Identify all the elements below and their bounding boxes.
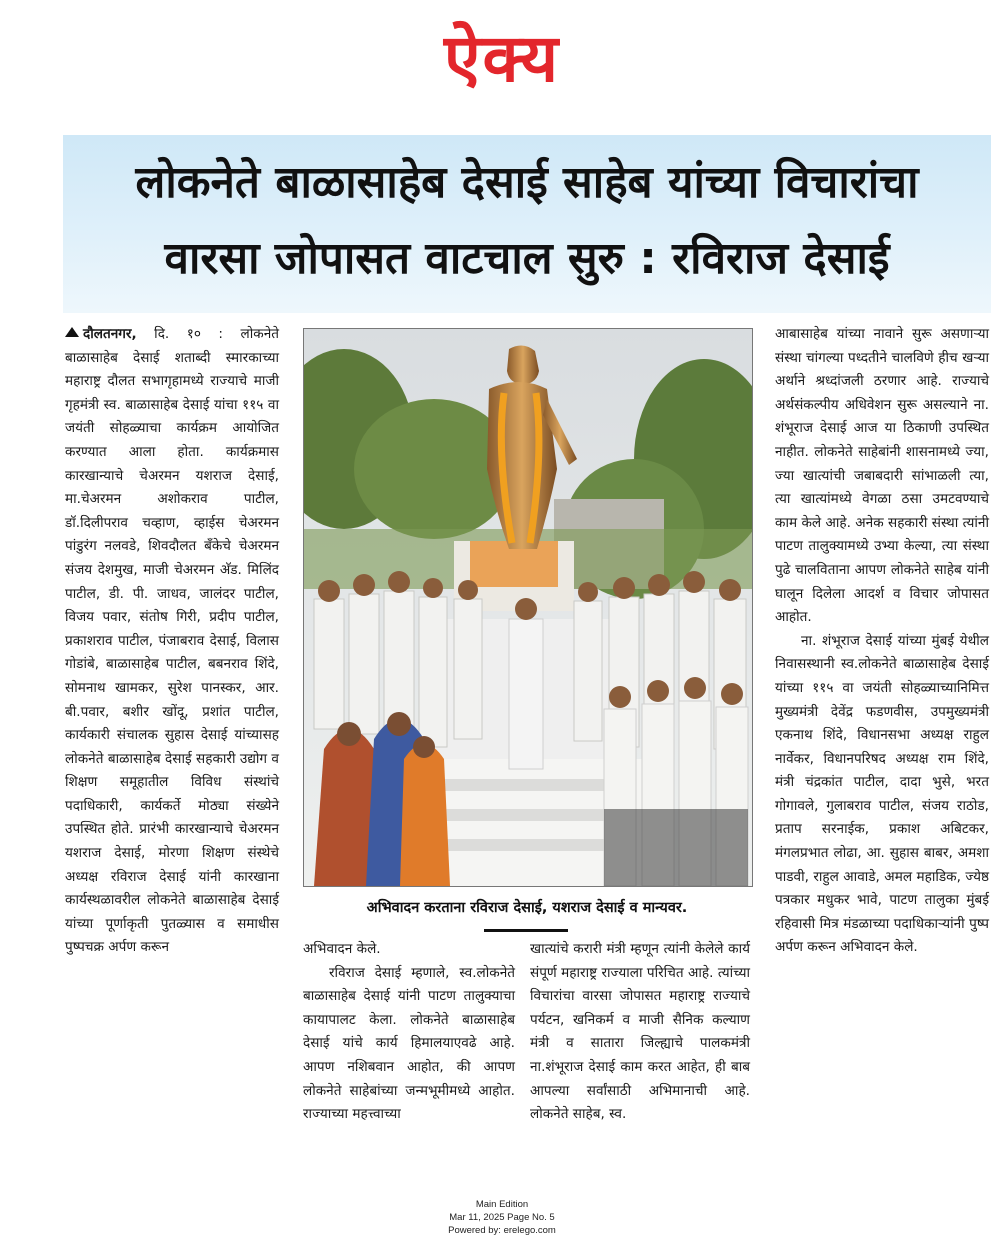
headline-line-2: वारसा जोपासत वाटचाल सुरु : रविराज देसाई	[164, 233, 890, 284]
date-page-label: Mar 11, 2025 Page No. 5	[449, 1212, 555, 1223]
page-footer	[0, 1198, 1004, 1237]
column-2-text: रविराज देसाई म्हणाले, स्व.लोकनेते बाळासाहेब देसाई यांनी पाटण तालुक्याचा कायापालट केला. लोकनेते बाळासाहेब देसाई यांचे कार्य हिमालयाएवढे आहे. आपण नशिबवान आहोत, की आपण लोकनेते साहेबांच्या जन्मभूमीमध्ये आहोत. राज्याच्या महत्त्वाच्या	[303, 964, 515, 1123]
photo-caption: अभिवादन करताना रविराज देसाई, यशराज देसाई व मान्यवर.	[366, 900, 688, 916]
article-column-3	[530, 938, 750, 1127]
column-1-text: दि. १० : लोकनेते बाळासाहेब देसाई शताब्दी स्मारकाच्या महाराष्ट्र दौलत सभागृहामध्ये राज्याचे माजी गृहमंत्री स्व. बाळासाहेब देसाई यांचा ११५ वा जयंती सोहळ्याचा कार्यक्रम आयोजित करण्यात आला होता. कार्यक्रमास कारखान्याचे चेअरमन यशराज देसाई, मा.चेअरमन अशोकराव पाटील, डॉ.दिलीपराव चव्हाण, व्हाईस चेअरमन पांडुरंग नलवडे, शिवदौलत बँकेचे चेअरमन संजय देशमुख, माजी चेअरमन अ‍ॅड. मिलिंद पाटील, डी. पी. जाधव, जालंदर पाटील, विजय पवार, संतोष गिरी, प्रदीप पाटील, प्रकाशराव पाटील, पंजाबराव देसाई, विलास गोडांबे, बाळासाहेब पाटील, बबनराव शिंदे, सोमनाथ खामकर, सुरेश पानस्कर, आर. बी.पवार, बशीर खोंदू, प्रशांत पाटील, कार्यकारी संचालक सुहास देसाई यांच्यासह लोकनेते बाळासाहेब देसाई सहकारी उद्योग व शिक्षण समूहातील विविध संस्थांचे पदाधिकारी, कार्यकर्ते मोठ्या संख्येने उपस्थित होते. प्रारंभी कारखान्याचे चेअरमन यशराज देसाई, मोरणा शिक्षण संस्थेचे अध्यक्ष रविराज देसाई यांनी कारखाना कार्यस्थळावरील लोकनेते बाळासाहेब देसाई यांच्या पूर्णाकृती पुतळ्यास व समाधीस पुष्पचक्र अर्पण करून	[65, 326, 279, 956]
dateline: दौलतनगर,	[83, 326, 137, 342]
article-column-1	[65, 323, 279, 960]
dateline-triangle-icon	[65, 327, 79, 337]
statue-ceremony-photo	[304, 329, 752, 886]
column-4-text-a: आबासाहेब यांच्या नावाने सुरू असणाऱ्या संस्था चांगल्या पध्दतीने चालविणे हीच खऱ्या अर्थाने श्रध्दांजली ठरणार आहे. राज्याचे अर्थसंकल्पीय अधिवेशन सुरू असल्याने ना. शंभूराज देसाई आज या ठिकाणी उपस्थित नाहीत. लोकनेते साहेबांनी शासनामध्ये ज्या, ज्या खात्यांची जबाबदारी सांभाळली त्या, त्या खात्यांमध्ये वेगळा ठसा उमटवण्याचे काम केले आहे. अनेक सहकारी संस्था त्यांनी पाटण तालुक्यामध्ये उभ्या केल्या, त्या संस्था पुढे चालविताना आपण लोकनेते साहेब यांनी घालून दिलेला आदर्श व विचार जोपासत आहोत.	[775, 326, 989, 626]
caption-divider	[484, 929, 568, 932]
article-column-2	[303, 938, 515, 1127]
article-column-4	[775, 323, 989, 960]
newspaper-logo: ऐक्य	[443, 19, 561, 97]
column-3-text: खात्यांचे करारी मंत्री म्हणून त्यांनी केलेले कार्य संपूर्ण महाराष्ट्र राज्याला परिचित आहे. त्यांच्या विचारांचा वारसा जोपासत महाराष्ट्र राज्याचे पर्यटन, खनिकर्म व माजी सैनिक कल्याण मंत्री व सातारा जिल्ह्याचे पालकमंत्री ना.शंभूराज देसाई काम करत आहेत, ही बाब आपल्या सर्वांसाठी अभिमानाची आहे. लोकनेते साहेब, स्व.	[530, 941, 750, 1123]
column-2-opening: अभिवादन केले.	[303, 941, 381, 957]
powered-by-link[interactable]: Powered by: erelego.com	[448, 1225, 556, 1236]
edition-label: Main Edition	[475, 1199, 529, 1210]
article-photo	[303, 328, 753, 887]
masthead	[0, 6, 1004, 110]
column-4-text-b: ना. शंभूराज देसाई यांच्या मुंबई येथील निवासस्थानी स्व.लोकनेते बाळासाहेब देसाई यांच्या ११५ वा जयंती सोहळ्याच्यानिमित्त मुख्यमंत्री देवेंद्र फडणवीस, उपमुख्यमंत्री एकनाथ शिंदे, विधानसभा अध्यक्ष राहुल नार्वेकर, विधानपरिषद अध्यक्ष राम शिंदे, मंत्री चंद्रकांत पाटील, दादा भुसे, भरत गोगावले, गुलाबराव पाटील, संजय राठोड, प्रताप सरनाईक, प्रकाश अबिटकर, मंगलप्रभात लोढा, आ. सुहास बाबर, अमशा पाडवी, राहुल आवाडे, अमल महाडिक, ज्येष्ठ पत्रकार मधुकर भावे, पाटण तालुका मुंबई रहिवासी मित्र मंडळाच्या पदाधिकाऱ्यांनी पुष्प अर्पण करून अभिवादन केले.	[775, 632, 989, 956]
headline-line-1: लोकनेते बाळासाहेब देसाई साहेब यांच्या विचारांचा	[135, 157, 919, 208]
